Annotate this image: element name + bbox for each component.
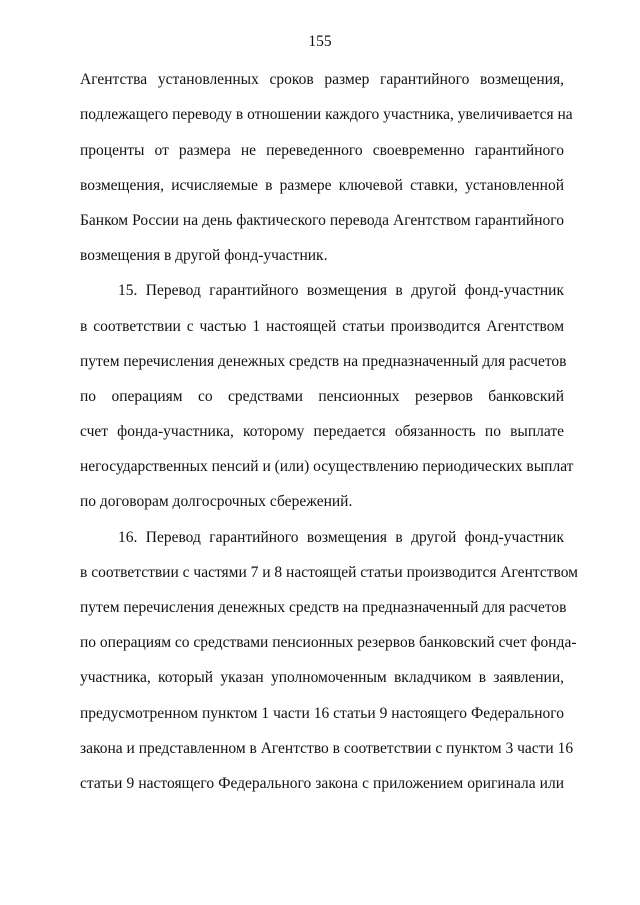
paragraph-16-first-line: 16. Перевод гарантийного возмещения в другой фонд-участник (118, 529, 564, 546)
text-line: путем перечисления денежных средств на предназначенный для расчетов (80, 599, 567, 616)
text-line: по договорам долгосрочных сбережений. (80, 493, 353, 510)
text-line: в соответствии с частями 7 и 8 настоящей статьи производится Агентством (80, 564, 578, 581)
text-line: Банком России на день фактического перевода Агентством гарантийного (80, 212, 564, 229)
text-line: негосударственных пенсий и (или) осуществлению периодических выплат (80, 458, 574, 475)
paragraph-15-first-line: 15. Перевод гарантийного возмещения в другой фонд-участник (118, 282, 564, 299)
text-line: предусмотренном пунктом 1 части 16 статьи 9 настоящего Федерального (80, 705, 564, 722)
text-line: закона и представленном в Агентство в соответствии с пунктом 3 части 16 (80, 740, 574, 757)
text-line: статьи 9 настоящего Федерального закона с приложением оригинала или (80, 775, 564, 792)
text-line: путем перечисления денежных средств на предназначенный для расчетов (80, 353, 567, 370)
text-line: по операциям со средствами пенсионных резервов банковский счет фонда- (80, 634, 577, 651)
page-number: 155 (308, 33, 332, 50)
text-line: участника, который указан уполномоченным вкладчиком в заявлении, (80, 669, 564, 686)
text-line: подлежащего переводу в отношении каждого участника, увеличивается на (80, 106, 573, 123)
text-line: по операциям со средствами пенсионных резервов банковский (80, 388, 564, 405)
text-line: возмещения в другой фонд-участник. (80, 247, 328, 264)
text-line: проценты от размера не переведенного своевременно гарантийного (80, 142, 564, 159)
text-line: в соответствии с частью 1 настоящей статьи производится Агентством (80, 318, 564, 335)
text-line: счет фонда-участника, которому передается обязанность по выплате (80, 423, 564, 440)
text-line: возмещения, исчисляемые в размере ключевой ставки, установленной (80, 177, 564, 194)
text-line: Агентства установленных сроков размер гарантийного возмещения, (80, 71, 564, 88)
